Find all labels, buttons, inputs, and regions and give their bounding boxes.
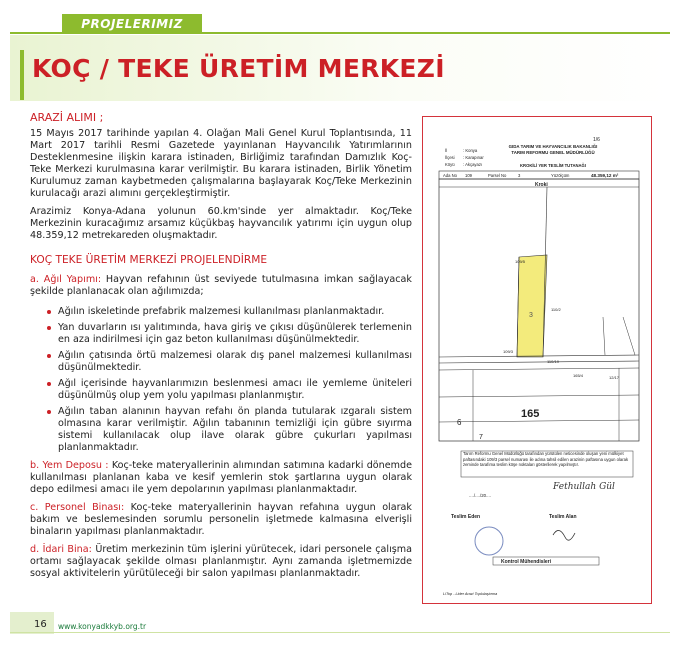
- doc-yuz-label: Yüzölçüm: [551, 173, 570, 178]
- doc-date: ..../..../20....: [469, 493, 491, 498]
- item-yem: [30, 460, 412, 496]
- item-agil-label: a. Ağıl Yapımı:: [30, 274, 102, 285]
- doc-kontrol: Kontrol Mühendisleri: [501, 559, 551, 565]
- doc-tutanak: KROKİLİ YER TESLİM TUTANAĞI: [520, 163, 586, 168]
- footer-url[interactable]: www.konyadkkyb.org.tr: [58, 622, 147, 631]
- article-body: [30, 112, 412, 586]
- item-personel: [30, 502, 412, 538]
- doc-yuz: 48.359,12 m²: [591, 173, 619, 178]
- doc-koy-label: Köyü: [445, 162, 455, 167]
- parcel-label: 7: [479, 434, 483, 441]
- page-number: 16: [34, 619, 47, 630]
- proje-heading: KOÇ TEKE ÜRETİM MERKEZİ PROJELENDİRME: [30, 254, 268, 266]
- list-item: Ağıl içerisinde hayvanlarımızın beslenmesi amacı ile yemleme üniteleri düşünülmüş olup yem yolu yapılması planlanmıştır.: [58, 378, 412, 401]
- parcel-label: 3: [529, 312, 533, 319]
- list-item: Yan duvarların ısı yalıtımında, hava giriş ve çıkısı düşünülerek terlemenin en aza indirilmesi için gaz beton kullanılması düşünülmektedir.: [58, 322, 412, 345]
- parcel-label: 165/4: [573, 373, 584, 378]
- doc-footer: LiTop - Lider Arazi Toplulaştırma: [443, 592, 498, 596]
- doc-signature: Fethullah Gül: [553, 482, 615, 492]
- doc-statement: Tarım Reformu Genel Müdürlüğü tarafından yürütülen neticesinde oluşan yeni mülkiyet paftasındaki 109/3 parsel numarası ile adına tahsil edilen arazinin paftasına uygun olarak zeminde tarafıma teslim köşe noktaları gösterilerek yapılmıştır.: [463, 451, 629, 468]
- signature-scribble-icon: [553, 530, 575, 540]
- doc-il-label: İl: [445, 148, 448, 153]
- doc-parsel-label: Parsel No: [488, 173, 507, 178]
- section-tag: PROJELERIMIZ: [62, 14, 202, 34]
- stamp-icon: [475, 527, 503, 555]
- list-item: Ağılın taban alanının hayvan refahı ön planda tutularak ızgaralı sistem olmasına karar verilmiştir. Ağılın tabanının temizliği için gübre sıyırma sistemi kullanılacak olup ilave olarak gübre çukurları yapılması planlanmaktadır.: [58, 406, 412, 453]
- land-document-scan: [422, 116, 652, 604]
- parcel-highlight: [517, 255, 547, 357]
- doc-kroki: Kroki: [535, 182, 548, 188]
- parcel-label: 110/2: [551, 307, 561, 312]
- doc-ada: 109: [465, 173, 472, 178]
- item-yem-label: b. Yem Deposu :: [30, 460, 109, 471]
- doc-ilce: : Karapınar: [463, 155, 484, 160]
- parcel-label: 165: [521, 408, 540, 420]
- doc-ada-label: Ada No: [443, 173, 457, 178]
- title-accent-bar: [20, 50, 24, 100]
- footer-page-box: [10, 612, 54, 634]
- item-yem-text: Koç-teke materyallerinin alımından satımına kadarki dönemde kullanılması planlanan kaba ve kesif yemlerin stok şartlarına uygun olarak depo edilmesi amacı ile yem depolarının yapılması planlanmaktadır.: [30, 460, 412, 495]
- doc-il: : Konya: [463, 148, 478, 153]
- list-item: Ağılın çatısında örtü malzemesi olarak dış panel malzemesi kullanılması düşünülmektedir.: [58, 350, 412, 373]
- doc-teslim-alan: Teslim Alan: [549, 514, 577, 520]
- item-personel-text: Koç-teke materyallerinin hayvan refahına uygun olarak bakım ve beslemesinden sorumlu personelin işletmede kalmasına elverişli binaların yapılması planlanmaktadır.: [30, 502, 412, 537]
- doc-org-1: GIDA TARIM VE HAYVANCILIK BAKANLIĞI: [508, 144, 598, 149]
- document-drawing: [423, 117, 651, 603]
- header-line: [10, 32, 670, 34]
- doc-parsel: 3: [518, 173, 521, 178]
- arazi-paragraph-2: Arazimiz Konya-Adana yolunun 60.km'sinde yer almaktadır. Koç/Teke Merkezinin kuracağımız arsamız küçükbaş hayvancılık yatırımı için uygun olup 48.359,12 metrekareden oluşmaktadır.: [30, 206, 412, 241]
- arazi-heading: ARAZİ ALIMI ;: [30, 111, 104, 124]
- parcel-label: 12/17: [609, 375, 620, 380]
- parcel-label: 110/19: [547, 359, 559, 364]
- doc-ilce-label: İlçesi: [445, 155, 455, 160]
- doc-page-number: 1/6: [593, 137, 600, 143]
- item-personel-label: c. Personel Binası:: [30, 502, 125, 513]
- parcel-label: 109/5: [515, 259, 526, 264]
- doc-koy: : Akçayazı: [463, 162, 483, 167]
- parcel-label: 109/3: [503, 349, 514, 354]
- page-title: KOÇ / TEKE ÜRETİM MERKEZİ: [32, 54, 445, 83]
- parcel-label: 6: [457, 418, 462, 427]
- agil-bullets: [30, 306, 412, 454]
- doc-org-2: TARIM REFORMU GENEL MÜDÜRLÜĞÜ: [511, 150, 595, 155]
- item-idari: [30, 544, 412, 580]
- item-idari-label: d. İdari Bina:: [30, 544, 92, 555]
- item-idari-text: Üretim merkezinin tüm işlerini yürütecek, idari personele çalışma ortamı sağlayacak şekilde olması planlanmıştır. Aynı zamanda işletmemizde sosyal aktivitelerin yürütüleceği bir salon yapılması planlanmaktadır.: [30, 544, 412, 579]
- doc-teslim-eden: Teslim Eden: [451, 514, 481, 520]
- list-item: Ağılın iskeletinde prefabrik malzemesi kullanılması planlanmaktadır.: [58, 306, 412, 318]
- item-agil-text: Hayvan refahının üst seviyede tutulmasına imkan sağlayacak şekilde planlanacak olan ağılımızda;: [30, 274, 412, 297]
- item-agil: [30, 274, 412, 298]
- footer-line: [10, 632, 670, 633]
- arazi-paragraph-1: 15 Mayıs 2017 tarihinde yapılan 4. Olağan Mali Genel Kurul Toplantısında, 11 Mart 2017 tarihli Resmi Gazetede yayınlanan Hayvancılık Yatırımlarının Desteklenmesine ilişkin karara istinaden, Birliğimiz tarafından Damızlık Koç-Teke Merkezi kurulmasına karar verilmiştir. Bu karara istinaden, Birlik Yönetim Kurulumuz zaman kaybetmeden çalışmalarına başlayarak Koç/Teke Merkezinin kurulacağı arazi alımını gerçekleştirmiştir.: [30, 128, 412, 199]
